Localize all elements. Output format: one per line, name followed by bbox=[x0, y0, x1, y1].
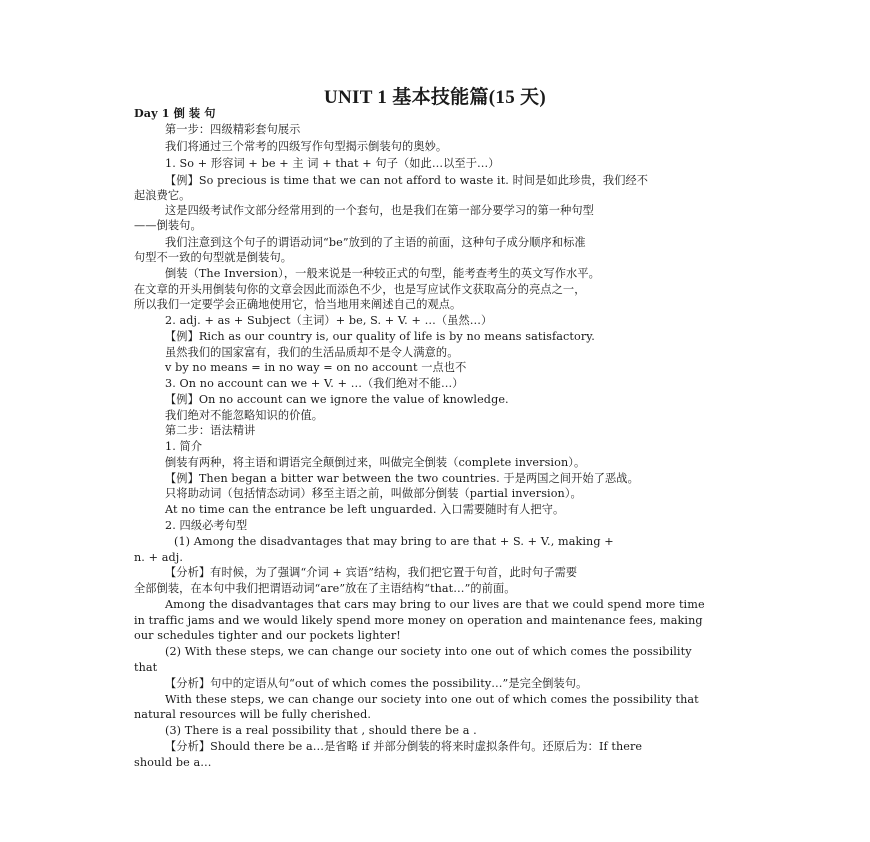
paragraph-line: 所以我们一定要学会正确地使用它，恰当地用来阐述自己的观点。 bbox=[134, 298, 462, 311]
paragraph-line: 只将助动词（包括情态动词）移至主语之前，叫做部分倒装（partial inversion）。 bbox=[165, 487, 582, 500]
day-heading: Day 1 倒 装 句 bbox=[134, 106, 216, 120]
analysis-line: 【分析】有时候，为了强调“介词 + 宾语”结构，我们把它置于句首，此时句子需要 bbox=[165, 566, 578, 579]
analysis-line: 【分析】句中的定语从句“out of which comes the possibility…”是完全倒装句。 bbox=[165, 677, 588, 690]
pattern-line: (3) There is a real possibility that , should there be a . bbox=[165, 724, 477, 737]
example-line: Among the disadvantages that cars may bring to our lives are that we could spend more time bbox=[165, 598, 705, 611]
section-heading: 2. 四级必考句型 bbox=[165, 519, 248, 532]
paragraph-line: At no time can the entrance be left unguarded. 入口需要随时有人把守。 bbox=[165, 503, 565, 516]
pattern-line: (2) With these steps, we can change our society into one out of which comes the possibility bbox=[165, 645, 692, 658]
analysis-line: 【分析】Should there be a…是省略 if 并部分倒装的将来时虚拟条件句。还原后为：If there bbox=[165, 740, 643, 753]
example-line: 【例】On no account can we ignore the value of knowledge. bbox=[165, 393, 509, 406]
analysis-line: should be a… bbox=[134, 756, 212, 769]
pattern-3: 3. On no account can we + V. + …（我们绝对不能…） bbox=[165, 377, 464, 390]
analysis-line: 全部倒装，在本句中我们把谓语动词“are”放在了主语结构“that…”的前面。 bbox=[134, 582, 516, 595]
example-line: natural resources will be fully cherished. bbox=[134, 708, 371, 721]
pattern-line: (1) Among the disadvantages that may bring to are that + S. + V., making + bbox=[174, 535, 614, 548]
paragraph-line: 倒装有两种，将主语和谓语完全颠倒过来，叫做完全倒装（complete inversion）。 bbox=[165, 456, 586, 469]
example-line: 【例】Then began a bitter war between the two countries. 于是两国之间开始了恶战。 bbox=[165, 472, 639, 485]
paragraph-line: 我们注意到这个句子的谓语动词“be”放到的了主语的前面，这种句子成分顺序和标准 bbox=[165, 236, 586, 249]
paragraph-line: 这是四级考试作文部分经常用到的一个套句，也是我们在第一部分要学习的第一种句型 bbox=[165, 204, 594, 217]
example-line: 【例】Rich as our country is, our quality of life is by no means satisfactory. bbox=[165, 330, 595, 343]
pattern-line: that bbox=[134, 661, 158, 674]
paragraph-line: 我们绝对不能忽略知识的价值。 bbox=[165, 409, 324, 422]
paragraph-line: 起浪费它。 bbox=[134, 189, 191, 202]
step-two-heading: 第二步：语法精讲 bbox=[165, 424, 256, 437]
example-line: 【例】So precious is time that we can not afford to waste it. 时间是如此珍贵，我们经不 bbox=[165, 174, 649, 187]
paragraph-line: 倒装（The Inversion），一般来说是一种较正式的句型，能考查考生的英文写作水平。 bbox=[165, 267, 600, 280]
section-heading: 1. 简介 bbox=[165, 440, 203, 453]
pattern-1: 1. So + 形容词 + be + 主 词 + that + 句子（如此…以至于…） bbox=[165, 157, 500, 170]
page-title: UNIT 1 基本技能篇(15 天) bbox=[324, 87, 546, 108]
paragraph-line: v by no means = in no way = on no account 一点也不 bbox=[165, 361, 467, 374]
paragraph-line: 在文章的开头用倒装句你的文章会因此而添色不少，也是写应试作文获取高分的亮点之一， bbox=[134, 283, 586, 296]
example-line: With these steps, we can change our society into one out of which comes the possibility that bbox=[165, 693, 699, 706]
paragraph-line: 虽然我们的国家富有，我们的生活品质却不是令人满意的。 bbox=[165, 346, 459, 359]
pattern-line: n. + adj. bbox=[134, 551, 184, 564]
example-line: in traffic jams and we would likely spend more money on operation and maintenance fees, making bbox=[134, 614, 703, 627]
example-line: our schedules tighter and our pockets lighter! bbox=[134, 629, 401, 642]
paragraph-line: 句型不一致的句型就是倒装句。 bbox=[134, 251, 293, 264]
pattern-2: 2. adj. + as + Subject（主词）+ be, S. + V. + …（虽然…） bbox=[165, 314, 493, 327]
paragraph-line: 我们将通过三个常考的四级写作句型揭示倒装句的奥妙。 bbox=[165, 140, 448, 153]
step-one-heading: 第一步：四级精彩套句展示 bbox=[165, 123, 301, 136]
paragraph-line: ——倒装句。 bbox=[134, 219, 202, 232]
